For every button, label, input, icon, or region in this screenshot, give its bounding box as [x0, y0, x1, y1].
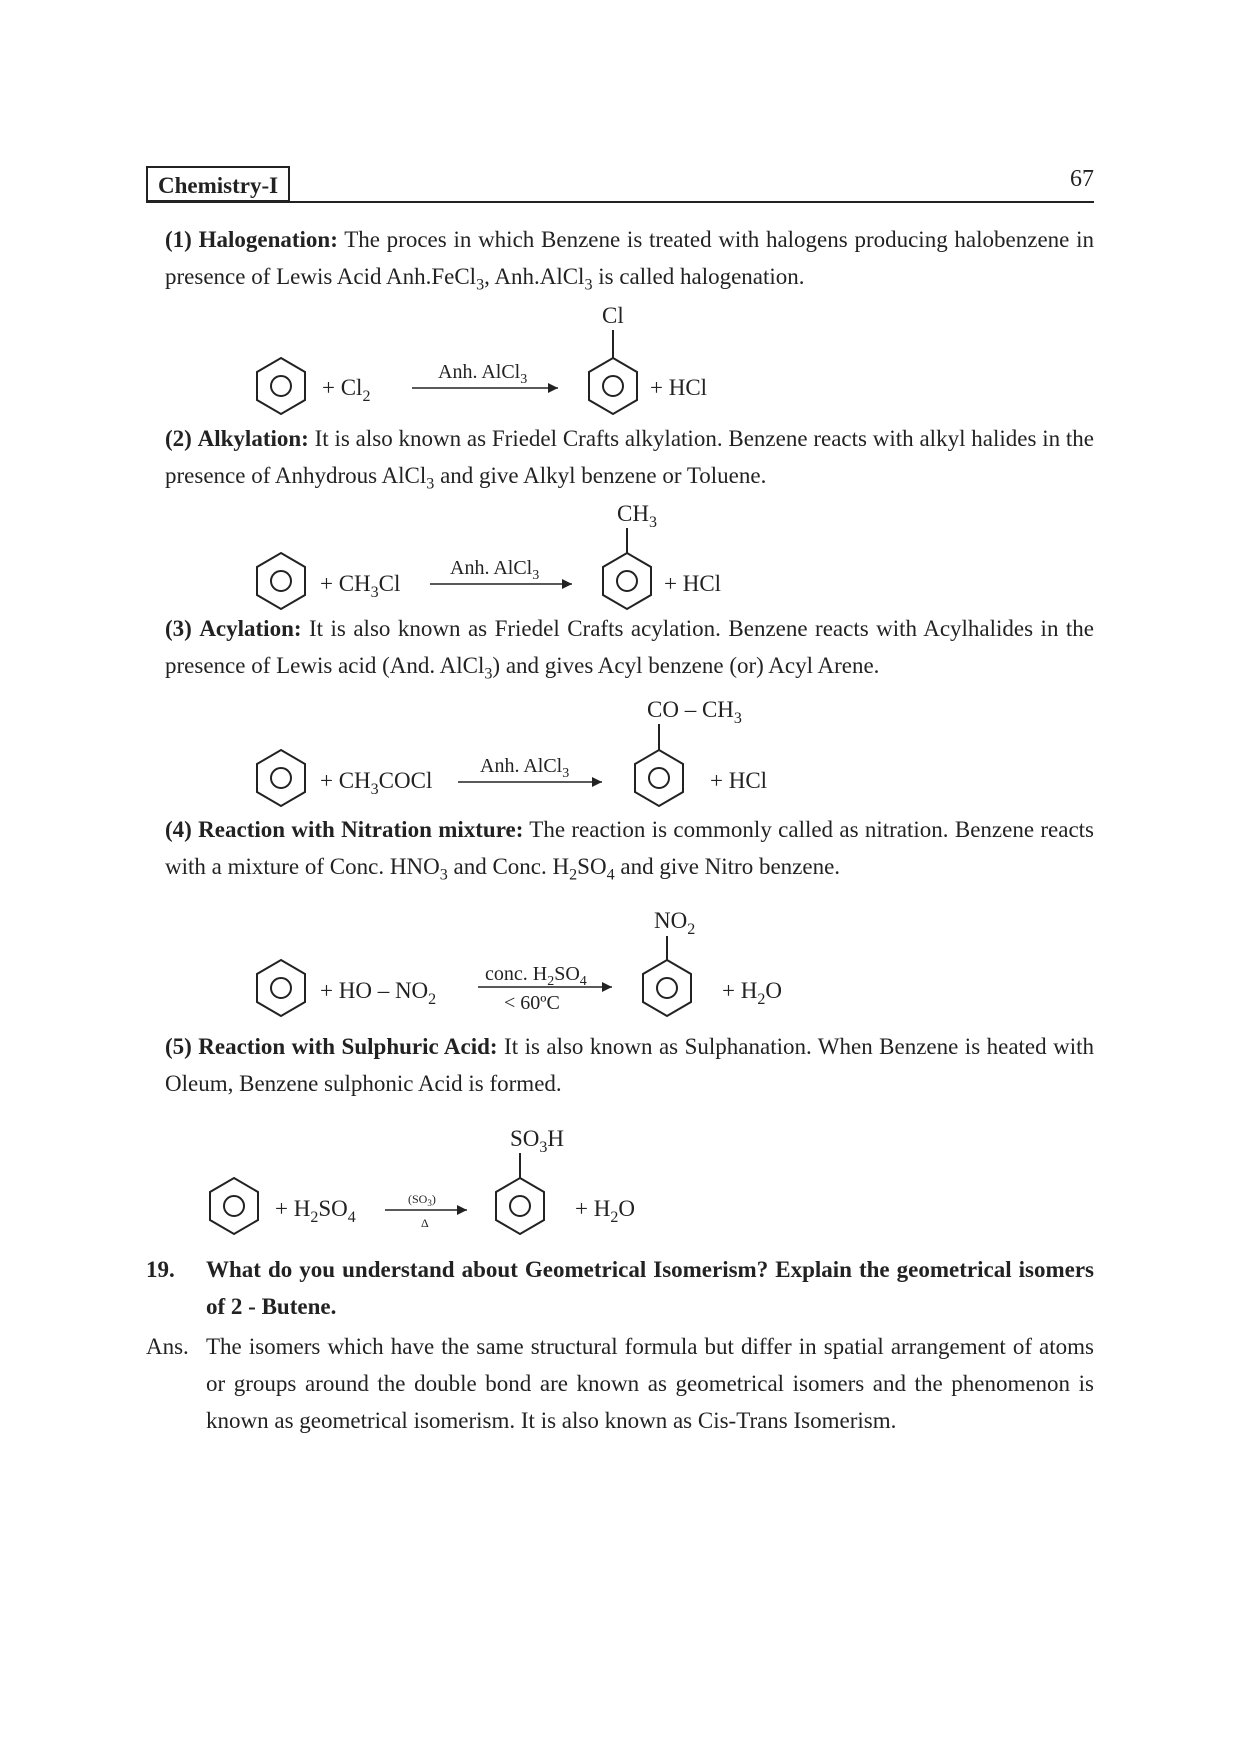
- answer-label: Ans.: [146, 1334, 189, 1359]
- reaction-4-substituent: $NO_2$: [654, 908, 696, 938]
- reaction-3-description: [165, 610, 1094, 693]
- reaction-4-byproduct: + $H_2O$: [722, 978, 782, 1008]
- arrow-head-icon: [548, 383, 558, 393]
- reaction-4-reagent: + HO – $NO_2$: [320, 978, 437, 1008]
- reaction-5-equation: [195, 1120, 695, 1245]
- reaction-3-substituent: CO – $CH_3$: [647, 697, 742, 727]
- page-number: 67: [1070, 166, 1094, 192]
- reaction-1-number: (1): [165, 227, 192, 252]
- reaction-4-term: Reaction with Nitration mixture:: [198, 817, 524, 842]
- reaction-3-catalyst: Anh. AlCl$_3$: [480, 755, 570, 781]
- arrow-head-icon: [592, 777, 602, 787]
- reaction-1-term: Halogenation:: [198, 227, 338, 252]
- reaction-4-text: SO: [577, 854, 607, 879]
- reaction-2-description: [165, 420, 1094, 503]
- arrow-head-icon: [457, 1205, 467, 1215]
- reaction-1-text: , Anh.AlCl: [484, 264, 585, 289]
- reaction-1-substituent: Cl: [602, 303, 624, 328]
- arrow-head-icon: [602, 982, 612, 992]
- reaction-3-text: ) and gives Acyl benzene (or) Acyl Arene.: [492, 653, 880, 678]
- reaction-2-number: (2): [165, 426, 192, 451]
- subscript: 2: [569, 866, 578, 884]
- subscript: 3: [584, 276, 593, 294]
- benzene-ring-icon: [210, 1178, 258, 1234]
- reaction-5-catalyst: $(SO_3)$: [408, 1192, 436, 1208]
- reaction-4-description: [165, 811, 1094, 894]
- reaction-1-equation: [240, 300, 800, 420]
- subscript: 3: [484, 665, 493, 683]
- reaction-3-byproduct: + HCl: [710, 768, 768, 793]
- reaction-4-equation: [240, 906, 820, 1026]
- subscript: 3: [439, 866, 448, 884]
- subscript: 4: [606, 866, 615, 884]
- reaction-2-substituent: $CH_3$: [617, 501, 657, 531]
- benzene-ring-icon: [635, 750, 683, 806]
- reaction-5-condition: Δ: [421, 1216, 429, 1230]
- reaction-4-number: (4): [165, 817, 192, 842]
- benzene-ring-icon: [257, 750, 305, 806]
- reaction-2-byproduct: + HCl: [664, 571, 722, 596]
- benzene-ring-icon: [589, 358, 637, 414]
- reaction-4-text: The reaction is commonly called as nitration. Benzene reacts with a mixture of Conc. HNO: [165, 817, 1095, 879]
- question-number: 19.: [146, 1257, 175, 1282]
- reaction-3-text: It is also known as Friedel Crafts acylation. Benzene reacts with Acylhalides in the presence of Lewis acid (And. AlCl: [165, 616, 1095, 678]
- reaction-3-reagent: + $CH_3COCl$: [320, 768, 433, 798]
- reaction-5-term: Reaction with Sulphuric Acid:: [198, 1034, 498, 1059]
- reaction-5-substituent: $SO_3H$: [510, 1126, 565, 1156]
- reaction-4-condition: < 60ºC: [504, 992, 560, 1014]
- reaction-3-number: (3): [165, 616, 192, 641]
- benzene-ring-icon: [643, 960, 691, 1016]
- reaction-4-text: and Conc. H: [447, 854, 570, 879]
- reaction-2-catalyst: Anh. AlCl$_3$: [450, 557, 540, 583]
- benzene-ring-icon: [496, 1178, 544, 1234]
- reaction-1-byproduct: + HCl: [650, 375, 708, 400]
- subscript: 3: [476, 276, 485, 294]
- reaction-5-description: [165, 1028, 1094, 1102]
- reaction-1-description: [165, 221, 1094, 304]
- benzene-ring-icon: [257, 358, 305, 414]
- subscript: 3: [426, 475, 435, 493]
- reaction-2-reagent: + $CH_3Cl$: [320, 571, 401, 601]
- reaction-1-text: is called halogenation.: [592, 264, 805, 289]
- reaction-2-term: Alkylation:: [197, 426, 309, 451]
- reaction-5-reagent: + $H_2SO_4$: [275, 1196, 356, 1226]
- reaction-2-text: It is also known as Friedel Crafts alkylation. Benzene reacts with alkyl halides in the presence of Anhydrous AlCl: [165, 426, 1095, 488]
- reaction-1-catalyst: Anh. AlCl$_3$: [438, 361, 528, 387]
- reaction-2-text: and give Alkyl benzene or Toluene.: [434, 463, 767, 488]
- reaction-3-term: Acylation:: [199, 616, 302, 641]
- question-text: What do you understand about Geometrical Isomerism? Explain the geometrical isomers of 2 - Butene.: [206, 1257, 1094, 1319]
- reaction-1-reagent: + $Cl_2$: [322, 375, 371, 405]
- reaction-5-text: It is also known as Sulphanation. When Benzene is heated with Oleum, Benzene sulphonic Acid is formed.: [165, 1034, 1094, 1096]
- benzene-ring-icon: [257, 960, 305, 1016]
- header-rule: [146, 201, 1094, 203]
- answer-text: The isomers which have the same structural formula but differ in spatial arrangement of atoms or groups around the double bond are known as geometrical isomers and the phenomenon is known as geometrical isomerism. It is also known as Cis-Trans Isomerism.: [206, 1334, 1094, 1433]
- subject-header: [146, 166, 290, 202]
- arrow-head-icon: [562, 579, 572, 589]
- reaction-4-text: and give Nitro benzene.: [614, 854, 841, 879]
- benzene-ring-icon: [257, 553, 305, 609]
- reaction-5-byproduct: + $H_2O$: [575, 1196, 635, 1226]
- subject-title: Chemistry-I: [158, 173, 279, 198]
- reaction-1-text: The proces in which Benzene is treated with halogens producing halobenzene in presence of Lewis Acid Anh.FeCl: [165, 227, 1094, 289]
- reaction-4-catalyst: conc. $H_2SO_4$: [485, 963, 587, 989]
- reaction-3-equation: [240, 694, 820, 814]
- reaction-5-number: (5): [165, 1034, 192, 1059]
- reaction-2-equation: [240, 498, 800, 618]
- benzene-ring-icon: [603, 553, 651, 609]
